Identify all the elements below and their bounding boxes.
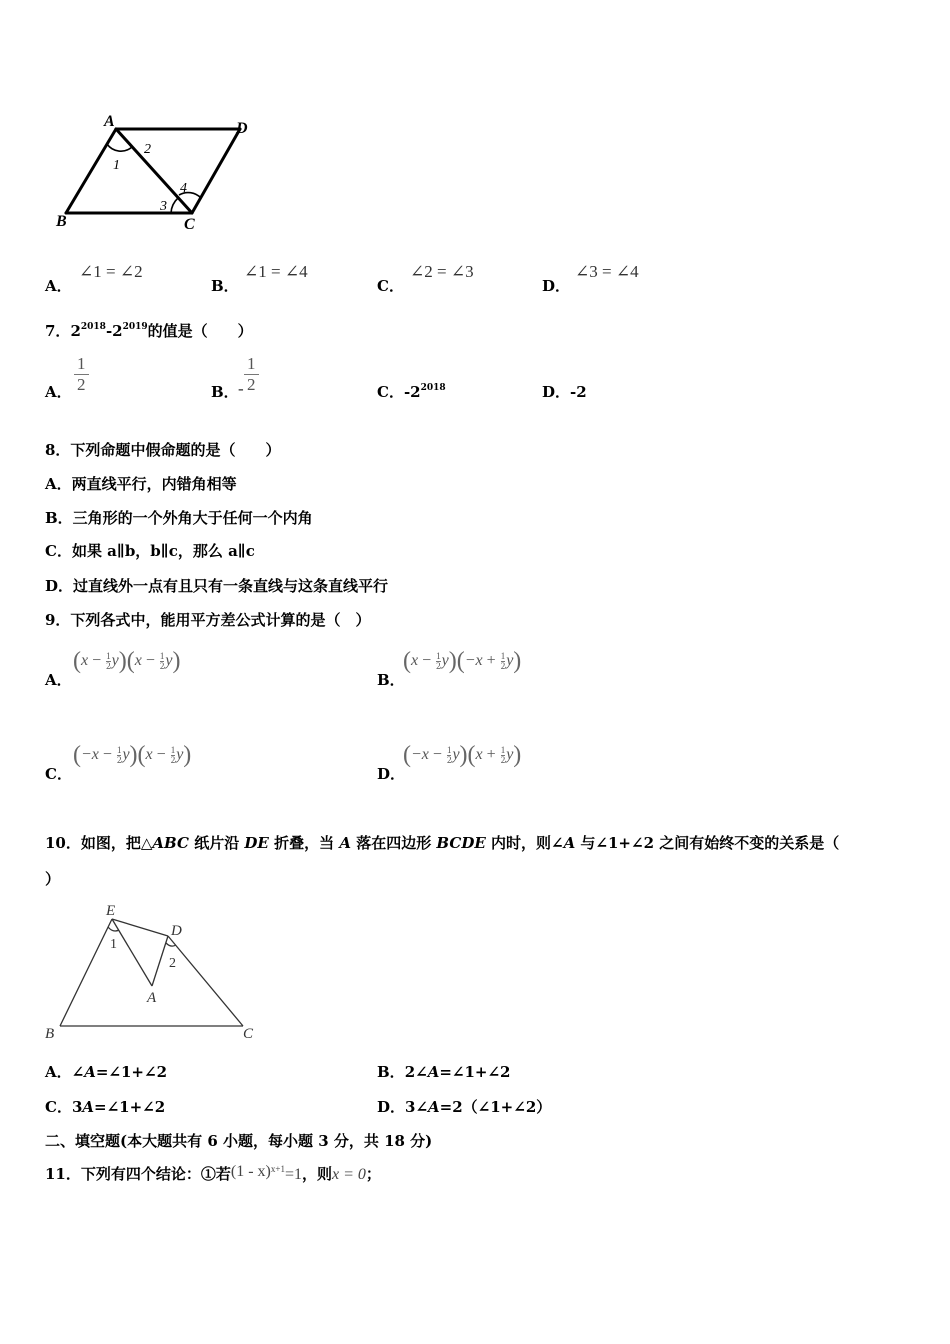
q9-option-c-letter: C． <box>45 765 72 783</box>
fig1-option-a-letter: A． <box>45 277 72 295</box>
angle-3-label: 3 <box>160 199 167 214</box>
parallelogram-figure <box>50 112 270 237</box>
q9-stem: 9．下列各式中，能用平方差公式计算的是（ ） <box>45 611 371 629</box>
fig2-vertex-e-label: E <box>106 903 116 919</box>
section-2-heading: 二、填空题(本大题共有 6 小题，每小题 3 分，共 18 分) <box>45 1132 433 1150</box>
angle-2-label: 2 <box>144 142 151 157</box>
vertex-b-label: B <box>56 213 67 230</box>
q8-option-b: B．三角形的一个外角大于任何一个内角 <box>45 509 313 527</box>
q10-stem-line1: 10．如图，把△ABC 纸片沿 DE 折叠，当 A 落在四边形 BCDE 内时，则∠A 与∠1+∠2 之间有始终不变的关系是（ <box>45 834 840 852</box>
q7-stem: 7．$2^{2018}-2^{2019}$的值是（ ） <box>45 322 253 340</box>
q8-option-a: A．两直线平行，内错角相等 <box>45 475 237 493</box>
q9-option-d-expr: (−x − $\frac{1}{2}$ y)(x + $\frac{1}{2}$ y) <box>403 742 522 768</box>
q9-option-b-expr: (x − $\frac{1}{2}$ y)(−x + $\frac{1}{2}$ y) <box>403 648 522 674</box>
fig2-angle-2-label: 2 <box>169 956 176 971</box>
q9-option-c-expr: (−x − $\frac{1}{2}$ y)(x − $\frac{1}{2}$ y) <box>73 742 192 768</box>
q10-option-d: D．3∠A=2（∠1+∠2） <box>377 1098 552 1116</box>
q9-option-a-expr: (x − $\frac{1}{2}$ y)(x − $\frac{1}{2}$ y) <box>73 648 181 674</box>
fig1-option-b-math: ∠1 = ∠4 <box>244 262 308 281</box>
fig1-option-d-letter: D． <box>542 277 571 295</box>
q9-option-b-letter: B． <box>377 671 405 689</box>
vertex-c-label: C <box>184 216 195 233</box>
q8-stem: 8．下列命题中假命题的是（ ） <box>45 441 281 459</box>
q9-option-a-letter: A． <box>45 671 72 689</box>
q8-option-c: C．如果 a∥b，b∥c，那么 a∥c <box>45 542 255 560</box>
vertex-d-label: D <box>236 120 248 137</box>
fig2-angle-1-label: 1 <box>110 937 117 952</box>
q10-option-b: B．2∠A=∠1+∠2 <box>377 1063 511 1081</box>
fig1-option-c-math: ∠2 = ∠3 <box>410 262 474 281</box>
q7-option-b-sign: - <box>238 379 244 398</box>
fig2-vertex-d-label: D <box>171 923 182 939</box>
vertex-a-label: A <box>104 113 115 130</box>
fig1-option-c-letter: C． <box>377 277 404 295</box>
fig1-option-d-math: ∠3 = ∠4 <box>575 262 639 281</box>
fig2-vertex-a-label: A <box>147 990 157 1006</box>
angle-4-label: 4 <box>180 181 187 196</box>
q10-stem-line2: ） <box>45 870 61 888</box>
q7-option-b-letter: B． <box>211 383 239 401</box>
q7-option-a-letter: A． <box>45 383 72 401</box>
q8-option-d: D．过直线外一点有且只有一条直线与这条直线平行 <box>45 577 389 595</box>
fig1-option-b-letter: B． <box>211 277 239 295</box>
angle-1-label: 1 <box>113 158 120 173</box>
q10-option-a: A．∠A=∠1+∠2 <box>45 1063 168 1081</box>
q7-option-a-fraction: $\frac{1}{2}$ <box>74 354 89 395</box>
q7-option-c: C．$-2^{2018}$ <box>377 383 446 401</box>
q11-stem: 11．下列有四个结论：①若(1 - x)$^{x+1}$=1，则x = 0； <box>45 1163 381 1183</box>
q10-option-c: C．3A=∠1+∠2 <box>45 1098 166 1116</box>
fig2-vertex-c-label: C <box>243 1026 254 1042</box>
fig2-vertex-b-label: B <box>45 1026 55 1042</box>
q7-option-b-fraction: $\frac{1}{2}$ <box>244 354 259 395</box>
folded-triangle-figure <box>40 900 270 1045</box>
q7-option-d: D．-2 <box>542 383 587 401</box>
fig1-option-a-math: ∠1 = ∠2 <box>79 262 143 281</box>
q9-option-d-letter: D． <box>377 765 406 783</box>
